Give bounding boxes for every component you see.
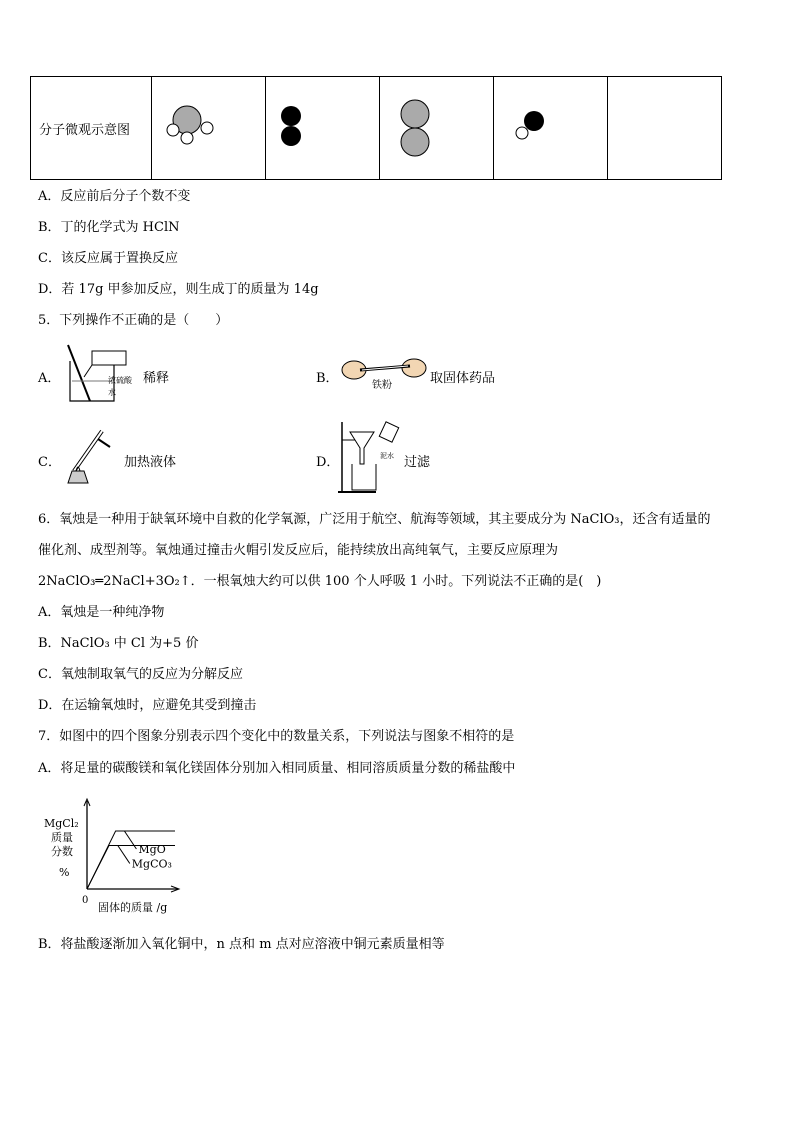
y-label-0: MgCl₂ bbox=[44, 817, 79, 830]
q5-c-letter: C． bbox=[38, 455, 61, 470]
series-label-1: MgO bbox=[138, 843, 166, 856]
q5-b-letter: B． bbox=[316, 371, 339, 386]
q5-d-text: 过滤 bbox=[404, 455, 431, 470]
q6-line1: 6．氧烛是一种用于缺氧环境中自救的化学氧源，广泛用于航空、航海等领域，其主要成分为 NaClO₃，还含有适量的 bbox=[38, 512, 711, 527]
mgcl2-chart bbox=[40, 795, 200, 919]
q5-b-text: 取固体药品 bbox=[430, 371, 496, 386]
q5-c-text: 加热液体 bbox=[124, 455, 177, 470]
q4-option-d: D．若 17g 甲参加反应，则生成丁的质量为 14g bbox=[38, 282, 319, 297]
q6-option-a: A．氧烛是一种纯净物 bbox=[38, 605, 165, 620]
heating-liquid-figure bbox=[62, 425, 118, 489]
y-label-1: 质量 bbox=[51, 831, 73, 844]
origin-label: 0 bbox=[82, 895, 89, 906]
molecule-jia-diagram bbox=[152, 77, 265, 175]
q6-line2: 催化剂、成型剂等。氧烛通过撞击火帽引发反应后，能持续放出高纯氧气，主要反应原理为 bbox=[38, 543, 559, 558]
q4-option-a: A．反应前后分子个数不变 bbox=[38, 189, 191, 204]
series-leader-1 bbox=[124, 831, 136, 849]
dilution-label-acid: 浓硫酸 bbox=[108, 376, 132, 385]
q4-option-c: C．该反应属于置换反应 bbox=[38, 251, 178, 266]
molecule-table-label: 分子微观示意图 bbox=[31, 77, 152, 180]
x-axis-label: 固体的质量 /g bbox=[98, 901, 168, 914]
dilution-label-water: 水 bbox=[108, 388, 116, 397]
molecule-bing bbox=[380, 77, 494, 180]
series-leader-0 bbox=[118, 846, 130, 864]
q5-a-letter: A． bbox=[38, 371, 61, 386]
molecule-bing-diagram bbox=[380, 77, 493, 175]
molecule-jia bbox=[152, 77, 266, 180]
q4-option-b: B．丁的化学式为 HClN bbox=[38, 220, 180, 235]
filtration-figure bbox=[336, 418, 404, 496]
molecule-empty bbox=[608, 77, 722, 180]
q5-a-text: 稀释 bbox=[143, 371, 170, 386]
molecule-ding-diagram bbox=[494, 77, 607, 175]
q6-option-d: D．在运输氧烛时，应避免其受到撞击 bbox=[38, 698, 257, 713]
series-label-0: MgCO₃ bbox=[131, 857, 172, 871]
molecule-table bbox=[30, 76, 722, 180]
y-label-3: % bbox=[59, 866, 70, 879]
molecule-yi-diagram bbox=[266, 77, 379, 175]
dilution-figure bbox=[62, 343, 142, 405]
filtration-label: 泥水 bbox=[380, 452, 394, 460]
q7-option-b: B．将盐酸逐渐加入氧化铜中，n 点和 m 点对应溶液中铜元素质量相等 bbox=[38, 937, 445, 952]
molecule-ding bbox=[494, 77, 608, 180]
molecule-yi bbox=[266, 77, 380, 180]
q5-d-letter: D． bbox=[316, 455, 340, 470]
q6-option-c: C．氧烛制取氧气的反应为分解反应 bbox=[38, 667, 243, 682]
q6-line3: 2NaClO₃═2NaCl+3O₂↑．一根氧烛大约可以供 100 个人呼吸 1 小时。下列说法不正确的是( ) bbox=[38, 574, 602, 589]
q7-option-a: A．将足量的碳酸镁和氧化镁固体分别加入相同质量、相同溶质质量分数的稀盐酸中 bbox=[38, 761, 516, 776]
solid-reagent-figure bbox=[340, 352, 428, 392]
q7-stem: 7．如图中的四个图象分别表示四个变化中的数量关系，下列说法与图象不相符的是 bbox=[38, 729, 515, 744]
q6-option-b: B．NaClO₃ 中 Cl 为+5 价 bbox=[38, 636, 199, 651]
y-label-2: 分数 bbox=[51, 845, 73, 858]
solid-reagent-label: 铁粉 bbox=[372, 380, 392, 391]
q5-stem: 5．下列操作不正确的是（ ） bbox=[38, 313, 229, 328]
